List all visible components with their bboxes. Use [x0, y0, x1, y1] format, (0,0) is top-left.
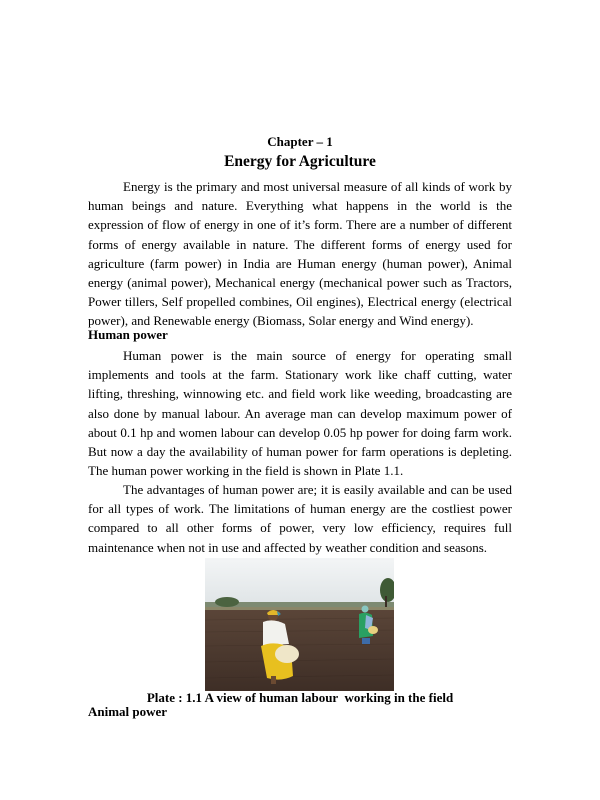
chapter-title: Energy for Agriculture [224, 153, 376, 170]
figure-caption: Plate : 1.1 A view of human labour working in the field [146, 690, 454, 705]
intro-paragraph: Energy is the primary and most universal measure of all kinds of work by human beings and nature. Everything what happens in the world is the expression of flow of energy in one of it’s form. There are a number of different forms of energy available in nature. The different forms of energy used for agriculture (farm power) in India are Human energy (human power), Animal energy (animal power), Mechanical energy (mechanical power such as Tractors, Power tillers, Self propelled combines, Oil engines), Electrical energy (electrical power), and Renewable energy (Biomass, Solar energy and Wind energy). [88, 179, 512, 329]
chapter-label: Chapter – 1 [267, 134, 333, 149]
human-power-paragraph-1: Human power is the main source of energy for operating small implements and tools at the farm. Stationary work like chaff cutting, water lifting, threshing, winnowing etc. and field work like weeding, broadcasting are also done by manual labour. An average man can develop maximum power of about 0.1 hp and women labour can develop 0.05 hp power for doing farm work. But now a day the availability of human power for farm operations is depleting. The human power working in the field is shown in Plate 1.1. [88, 348, 512, 479]
section-heading-animal-power: Animal power [88, 704, 168, 719]
section-heading-human-power: Human power [88, 327, 168, 342]
plate-1-1-photo [205, 558, 394, 691]
human-power-paragraph-2: The advantages of human power are; it is easily available and can be used for all types of work. The limitations of human energy are the costliest power compared to all other forms of power, very low efficiency, requires full maintenance when not in use and affected by weather condition and seasons. [88, 482, 512, 555]
tree-left [215, 597, 239, 607]
